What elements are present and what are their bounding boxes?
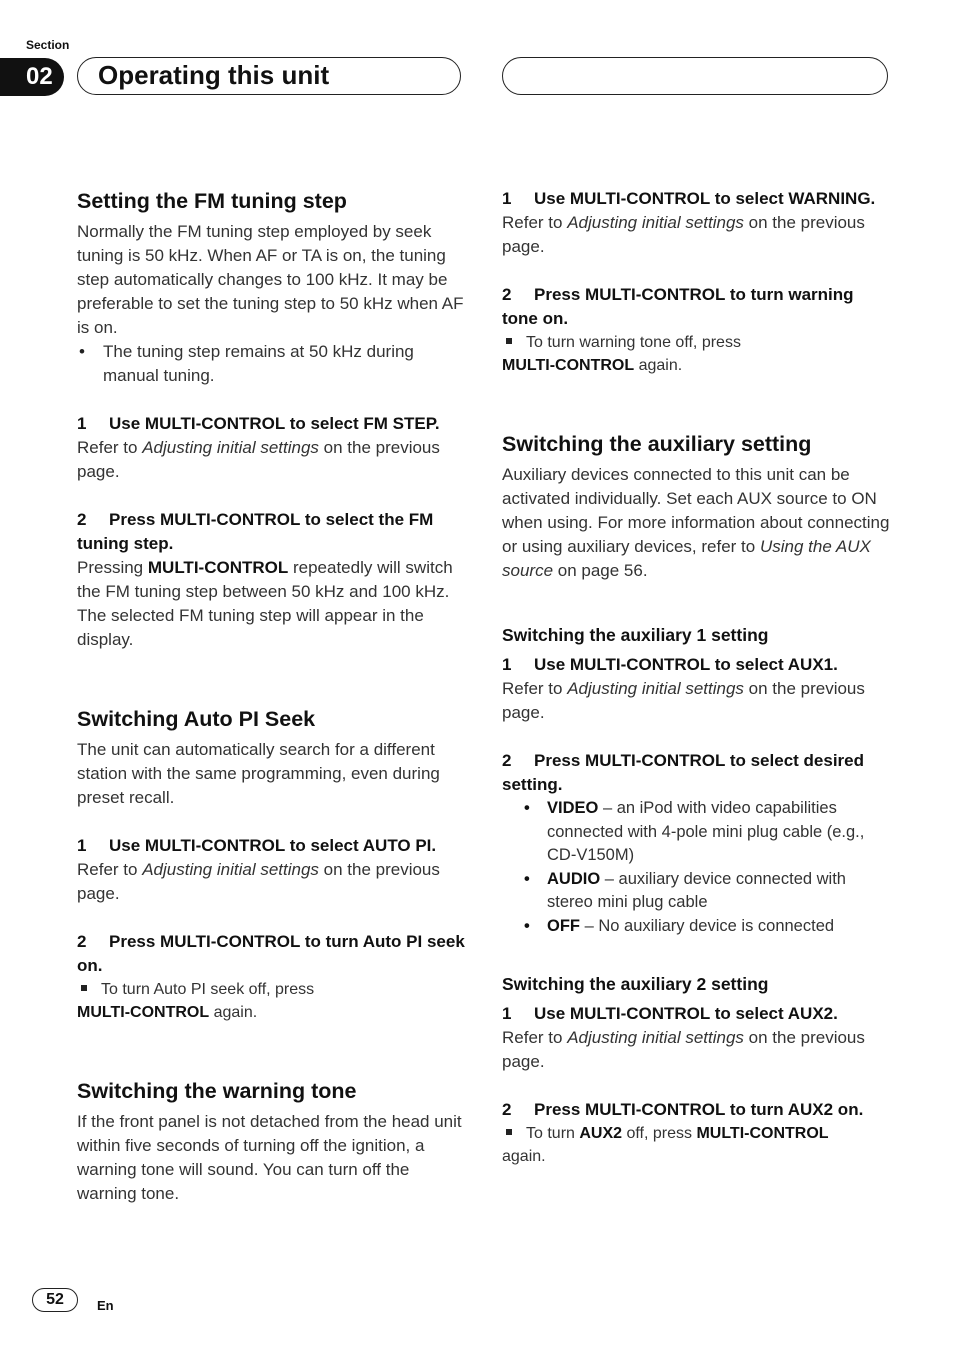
aux2-heading: Switching the auxiliary 2 setting — [502, 974, 769, 994]
right-column — [502, 187, 890, 1168]
fm-step-2-body: Pressing MULTI-CONTROL repeatedly will switch the FM tuning step between 50 kHz and 100 kHz. The selected FM tuning step will appear in the display. — [77, 558, 453, 649]
auto-pi-heading: Switching Auto PI Seek — [77, 707, 316, 731]
auto-pi-note: To turn Auto PI seek off, press MULTI-CONTROL again. — [77, 981, 315, 1021]
list-item: • VIDEO – an iPod with video capabilities connected with 4-pole mini plug cable (e.g., CD-V150M) — [502, 797, 890, 868]
aux1-step-1: 1 Use MULTI-CONTROL to select AUX1. — [502, 655, 838, 674]
auto-pi-step-1-refer: Refer to Adjusting initial settings on the previous page. — [77, 860, 440, 903]
warning-tone-body: If the front panel is not detached from the head unit within five seconds of turning off the ignition, a warning tone will sound. You can turn off the warning tone. — [77, 1112, 462, 1203]
aux-heading: Switching the auxiliary setting — [502, 432, 812, 456]
square-bullet-icon — [506, 1129, 512, 1135]
auto-pi-step-1: 1 Use MULTI-CONTROL to select AUTO PI. — [77, 836, 437, 855]
aux2-step-1-refer: Refer to Adjusting initial settings on the previous page. — [502, 1028, 865, 1071]
fm-step-body: Normally the FM tuning step employed by seek tuning is 50 kHz. When AF or TA is on, the tuning step automatically changes to 100 kHz. It may be preferable to set the tuning step to 50 kHz when AF is on. — [77, 222, 464, 337]
aux2-step-1: 1 Use MULTI-CONTROL to select AUX2. — [502, 1004, 838, 1023]
aux-body: Auxiliary devices connected to this unit can be activated individually. Set each AUX source to ON when using. For more information about connecting or using auxiliary devices, refer to Using the AUX source on page 56. — [502, 465, 890, 580]
header-empty-box — [502, 57, 888, 95]
fm-step-bullets — [77, 340, 465, 388]
aux2-step-2: 2 Press MULTI-CONTROL to turn AUX2 on. — [502, 1100, 864, 1119]
auto-pi-body: The unit can automatically search for a different station with the same programming, even during preset recall. — [77, 740, 440, 807]
aux1-heading: Switching the auxiliary 1 setting — [502, 625, 769, 645]
warning-tone-heading: Switching the warning tone — [77, 1079, 357, 1103]
section-number-badge: 02 — [0, 58, 64, 96]
fm-step-heading: Setting the FM tuning step — [77, 189, 347, 213]
aux2-note: To turn AUX2 off, press MULTI-CONTROL again. — [502, 1125, 829, 1165]
list-item: • OFF – No auxiliary device is connected — [502, 915, 890, 939]
fm-step-1-refer: Refer to Adjusting initial settings on the previous page. — [77, 438, 440, 481]
warning-step-2: 2 Press MULTI-CONTROL to turn warning tone on. — [502, 285, 854, 328]
fm-step-2: 2 Press MULTI-CONTROL to select the FM tuning step. — [77, 510, 434, 553]
section-label: Section — [26, 38, 70, 52]
page-number: 52 — [32, 1288, 78, 1312]
warning-step-1: 1 Use MULTI-CONTROL to select WARNING. — [502, 189, 876, 208]
square-bullet-icon — [81, 985, 87, 991]
aux1-options — [502, 797, 890, 938]
language-label: En — [97, 1298, 114, 1313]
page-title: Operating this unit — [98, 60, 330, 90]
list-item: • AUDIO – auxiliary device connected with stereo mini plug cable — [502, 868, 890, 915]
aux1-step-2: 2 Press MULTI-CONTROL to select desired setting. — [502, 751, 864, 794]
square-bullet-icon — [506, 338, 512, 344]
warning-note: To turn warning tone off, press MULTI-CONTROL again. — [502, 334, 741, 374]
aux1-step-1-refer: Refer to Adjusting initial settings on the previous page. — [502, 679, 865, 722]
warning-step-1-refer: Refer to Adjusting initial settings on the previous page. — [502, 213, 865, 256]
fm-step-1: 1 Use MULTI-CONTROL to select FM STEP. — [77, 414, 440, 433]
list-item: • The tuning step remains at 50 kHz during manual tuning. — [77, 340, 465, 388]
section-title-box — [77, 57, 461, 95]
left-column — [77, 186, 465, 1206]
auto-pi-step-2: 2 Press MULTI-CONTROL to turn Auto PI seek on. — [77, 932, 465, 975]
